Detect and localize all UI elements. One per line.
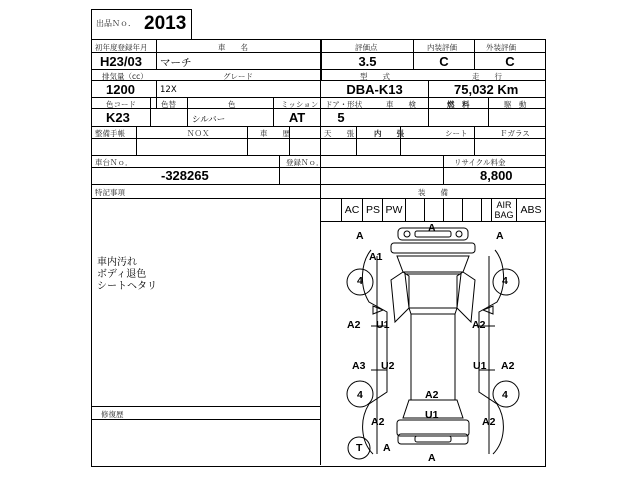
exterior-score-label: 外装評価	[486, 43, 516, 52]
reg-year-value: H23/03	[100, 54, 142, 69]
door-shape-label: ドア・形状	[325, 100, 363, 109]
damage-code: A	[383, 442, 391, 454]
equipment-slot	[443, 199, 462, 221]
lot-number-label: 出品Ｎｏ．	[96, 19, 136, 28]
lot-number-box	[91, 9, 192, 40]
car-name-label: 車 名	[218, 43, 248, 52]
grade-value: 12X	[160, 85, 177, 95]
mileage-label: 走 行	[472, 72, 502, 81]
seat-label: シート	[445, 129, 468, 138]
nox-label: ＮＯＸ	[187, 129, 210, 138]
recycle-fee-value: 8,800	[480, 168, 513, 183]
damage-code: A	[428, 452, 436, 464]
damage-code: A1	[369, 251, 383, 263]
mission-label: ミッション	[281, 100, 319, 109]
damage-code: A	[496, 230, 504, 242]
color-code-value: K23	[106, 110, 130, 125]
damage-code: A2	[425, 389, 439, 401]
damage-code: A2	[482, 416, 496, 428]
damage-code: A2	[347, 319, 361, 331]
wheel-code: 4	[502, 275, 508, 287]
color-code-label: 色コード	[106, 100, 136, 109]
recycle-fee-label: リサイクル料金	[454, 158, 506, 167]
remarks-list	[97, 257, 157, 293]
equipment-slot	[462, 199, 481, 221]
ceiling-label: 天 張	[324, 129, 354, 138]
chassis-no-label: 車台Ｎｏ．	[95, 158, 133, 167]
damage-code: U2	[381, 360, 395, 372]
model-value: DBA-K13	[346, 82, 403, 97]
remark-line: 車内汚れ	[97, 257, 137, 268]
remarks-label: 特記事項	[95, 188, 125, 197]
displacement-value: 1200	[106, 82, 135, 97]
equipment-slot	[405, 199, 424, 221]
door-shape-value: 5	[337, 110, 345, 125]
damage-code: U1	[376, 319, 390, 331]
remark-line: ボディ退色	[97, 269, 147, 280]
model-label: 型 式	[360, 72, 390, 81]
equipment-abs: ABS	[516, 199, 546, 221]
wheel-code: 4	[357, 389, 363, 401]
damage-code: A	[428, 222, 436, 234]
lot-number-value: 2013	[144, 13, 187, 34]
fuel-label: 燃 料	[447, 100, 470, 109]
displacement-label: 排気量（cc）	[102, 72, 148, 81]
maintenance-book-label: 整備手帳	[95, 129, 125, 138]
inspection-label: 車 検	[386, 100, 416, 109]
grade-label: グレード	[223, 72, 253, 81]
equipment-ps: PS	[362, 199, 383, 221]
drive-label: 駆 動	[504, 100, 527, 109]
damage-code: U1	[473, 360, 487, 372]
equipment-label: 装 備	[418, 188, 448, 197]
front-glass-label: Ｆガラス	[500, 129, 530, 138]
remark-line: シートヘタリ	[97, 281, 157, 292]
damage-code: A2	[472, 319, 486, 331]
interior-score-label: 内装評価	[427, 43, 457, 52]
repair-history-label: 修復歴	[101, 410, 124, 419]
wheel-code: 4	[357, 275, 363, 287]
color-value: シルバー	[192, 115, 226, 125]
interior-trim-label: 内 張	[374, 129, 404, 138]
damage-code: A2	[371, 416, 385, 428]
color-label: 色	[228, 100, 236, 109]
score-label: 評価点	[355, 43, 378, 52]
car-name-value: マーチ	[160, 57, 192, 69]
car-history-label: 車 歴	[260, 129, 290, 138]
reg-year-label: 初年度登録年月	[95, 43, 148, 52]
equipment-pw: PW	[382, 199, 405, 221]
interior-score-value: C	[439, 54, 449, 69]
car-condition-diagram	[321, 222, 544, 465]
mission-value: AT	[288, 110, 306, 125]
registration-no-label: 登録Ｎｏ．	[286, 158, 324, 167]
equipment-airbag: AIR BAG	[491, 199, 516, 222]
damage-code: U1	[425, 409, 439, 421]
damage-code: A	[356, 230, 364, 242]
exterior-score-value: C	[505, 54, 515, 69]
wheel-code: 4	[502, 389, 508, 401]
color-change-label: 色替	[161, 100, 176, 109]
equipment-slot	[481, 199, 491, 221]
equipment-slot	[424, 199, 443, 221]
mileage-value: 75,032 Km	[454, 82, 519, 97]
equipment-ac: AC	[341, 199, 362, 221]
damage-code: A3	[352, 360, 366, 372]
spare-tire-code: T	[356, 442, 363, 454]
score-value: 3.5	[358, 54, 377, 69]
chassis-no-value: -328265	[161, 168, 209, 183]
damage-code: A2	[501, 360, 515, 372]
